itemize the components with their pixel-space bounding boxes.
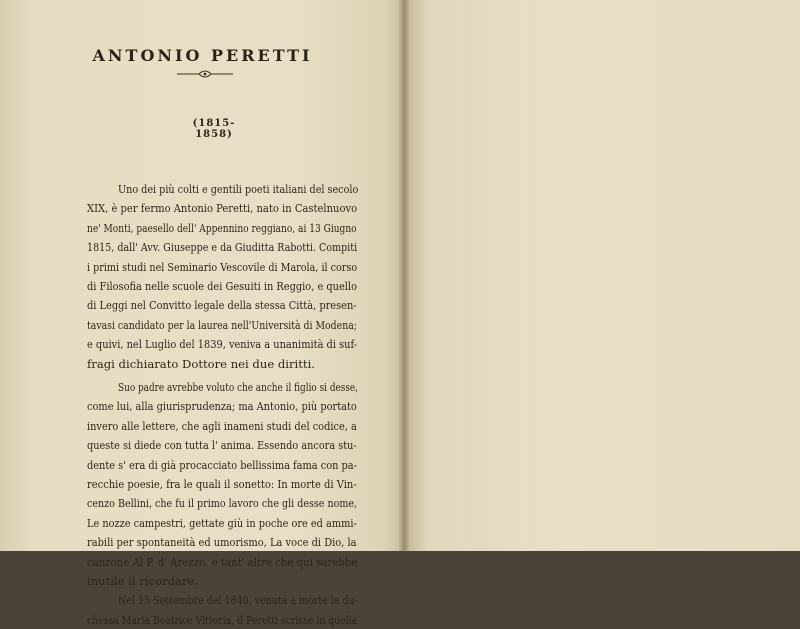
text-line: rabili per spontaneità ed umorismo, La voce di Dio, la bbox=[87, 535, 357, 550]
text-line: Uno dei più colti e gentili poeti italiani del secolo bbox=[118, 182, 359, 196]
book-gutter bbox=[398, 0, 410, 551]
text-line: i primi studi nel Seminario Vescovile di Marola, il corso bbox=[87, 259, 358, 274]
text-line: Nel 15 Settembre del 1840, venuta a morte la du- bbox=[118, 593, 358, 608]
text-line: Suo padre avrebbe voluto che anche il figlio si desse, bbox=[118, 380, 359, 394]
life-dates: (1815-1858) bbox=[192, 118, 236, 140]
chapter-title: ANTONIO PERETTI bbox=[92, 46, 313, 65]
text-line: tavasi candidato per la laurea nell'Università di Modena; bbox=[87, 317, 357, 332]
text-line: come lui, alla giurisprudenza; ma Antonio, più portato bbox=[87, 399, 357, 414]
text-line: dente s' era di già procacciato bellissima fama con pa- bbox=[87, 457, 357, 472]
text-line: Le nozze campestri, gettate giù in poche ore ed ammi- bbox=[87, 515, 357, 530]
text-line: e quivi, nel Luglio del 1839, veniva a unanimità di suf- bbox=[87, 337, 358, 352]
ornament-divider bbox=[175, 68, 235, 80]
text-line: queste si diede con tutta l' anima. Essendo ancora stu- bbox=[87, 438, 357, 453]
text-line: canzone Al P. d' Arezzo, e tant' altre che qui sarebbe bbox=[87, 554, 358, 569]
text-line: ne' Monti, paesello dell' Appennino reggiano, ai 13 Giugno bbox=[87, 220, 357, 235]
text-line: di Filosofia nelle scuole dei Gesuiti in Reggio, e quello bbox=[87, 279, 357, 293]
text-line: inutile il ricordare. bbox=[87, 574, 199, 588]
text-line: fragi dichiarato Dottore nei due diritti. bbox=[87, 356, 315, 371]
text-line: invero alle lettere, che agli inameni studi del codice, a bbox=[87, 418, 357, 433]
text-line: recchie poesie, fra le quali il sonetto: In morte di Vin- bbox=[87, 477, 357, 491]
text-line: di Leggi nel Convitto legale della stessa Città, presen- bbox=[87, 298, 357, 313]
text-line: chessa Maria Beatrice Vittoria, il Peretti scrisse in quella bbox=[87, 612, 358, 627]
right-page bbox=[405, 0, 800, 551]
text-line: 1815, dall' Avv. Giuseppe e da Giuditta Rabotti. Compiti bbox=[87, 240, 358, 255]
text-line: XIX, è per fermo Antonio Peretti, nato in Castelnuovo bbox=[87, 201, 358, 216]
text-line: cenzo Bellini, che fu il primo lavoro che gli desse nome, bbox=[87, 496, 358, 511]
